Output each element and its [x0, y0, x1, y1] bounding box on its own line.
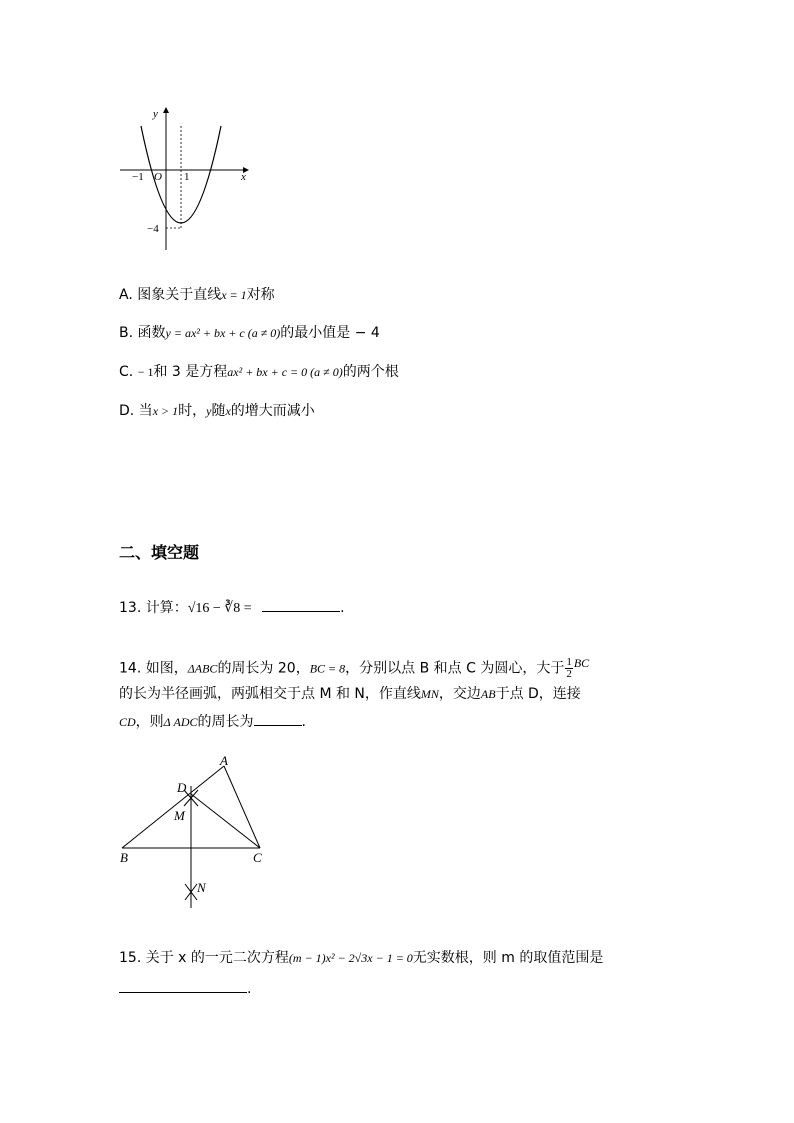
tick-label-1: 1 — [184, 171, 190, 183]
origin-label: O — [154, 171, 162, 183]
question-14-line-2: 的长为半径画弧，两弧相交于点 M 和 N，作直线MN，交边AB于点 D，连接 — [119, 686, 581, 702]
question-14-line-1: 14. 如图，ΔABC的周长为 20，BC = 8，分别以点 B 和点 C 为圆心，大于 $\frac{1}{2}$ BC — [119, 655, 590, 680]
label-b: B — [120, 850, 128, 865]
segment-ac — [224, 766, 260, 848]
question-14-line-3: CD，则Δ ADC的周长为 . — [119, 711, 306, 732]
segment-ab — [122, 766, 224, 848]
label-d: D — [177, 780, 187, 795]
option-b: B. 函数y = ax² + bx + c (a ≠ 0)的最小值是 − 4 — [119, 325, 380, 341]
answer-blank-14[interactable] — [254, 711, 302, 726]
option-a: A. 图象关于直线x = 1对称 — [119, 287, 275, 303]
tick-label-neg1: −1 — [132, 171, 144, 183]
y-axis-label: y — [153, 108, 158, 120]
label-c: C — [253, 850, 262, 865]
label-m: M — [174, 808, 185, 823]
question-13: 13. 计算：√16 − ∛8 = . — [119, 597, 345, 619]
x-axis-label: x — [241, 171, 246, 183]
tick-label-neg4: −4 — [147, 223, 159, 235]
option-d: D. 当x > 1时，y随x的增大而减小 — [119, 403, 315, 419]
fraction-half: $\frac{1}{2}$ — [566, 656, 572, 680]
segment-cd — [191, 794, 260, 848]
label-n: N — [197, 880, 206, 895]
triangle-figure — [110, 748, 290, 918]
question-15-line-1: 15. 关于 x 的一元二次方程(m − 1)x² − 2√3x − 1 = 0无实数根，则 m 的取值范围是 — [119, 950, 604, 966]
label-a: A — [220, 753, 228, 768]
answer-blank-15[interactable] — [119, 978, 247, 993]
section-title: 二、填空题 — [119, 543, 200, 562]
parabola-graph — [110, 100, 260, 260]
option-c: C. − 1和 3 是方程ax² + bx + c = 0 (a ≠ 0)的两个根 — [119, 364, 399, 380]
answer-blank-13[interactable] — [262, 597, 340, 612]
question-15-line-2: . — [119, 978, 251, 999]
